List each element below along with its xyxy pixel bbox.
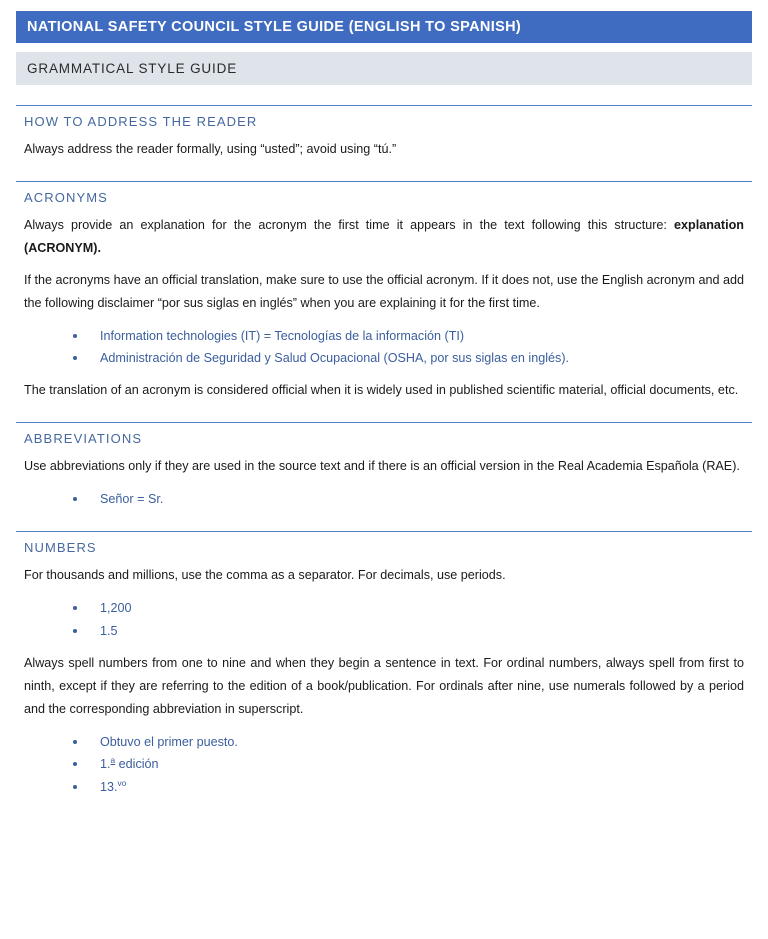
document-subtitle-text: GRAMMATICAL STYLE GUIDE — [27, 61, 238, 76]
bullet-list — [16, 731, 752, 800]
section-heading: HOW TO ADDRESS THE READER — [24, 114, 258, 129]
document-title-banner — [16, 11, 752, 43]
section-numbers — [16, 531, 752, 799]
section-abbreviations — [16, 422, 752, 511]
section-paragraph: Always address the reader formally, using “usted”; avoid using “tú.” — [24, 142, 397, 156]
section-paragraph — [16, 214, 752, 260]
list-item: Information technologies (IT) = Tecnologías de la información (TI) — [16, 325, 752, 348]
section-divider-rule — [16, 422, 752, 423]
list-item: Señor = Sr. — [16, 488, 752, 511]
list-item — [16, 731, 752, 754]
section-paragraph: Always spell numbers from one to nine and when they begin a sentence in text. For ordinal numbers, always spell from first to ninth, except if they are referring to the edition of a book/publication. For ordinals after nine, use numerals followed by a period and the corresponding abbreviation in superscript. — [24, 655, 744, 716]
list-item-tail: edición — [115, 757, 159, 772]
paragraph-bold-text: explanation (ACRONYM). — [24, 217, 744, 255]
document-title-text: NATIONAL SAFETY COUNCIL STYLE GUIDE (ENGLISH TO SPANISH) — [27, 19, 522, 35]
paragraph-lead-text: Always provide an explanation for the acronym the first time it appears in the text following this structure: — [24, 217, 675, 232]
section-divider-rule — [16, 531, 752, 532]
section-heading: ABBREVIATIONS — [24, 431, 143, 447]
section-heading: ACRONYMS — [24, 189, 108, 205]
section-divider-rule — [16, 181, 752, 182]
section-paragraph: Use abbreviations only if they are used in the source text and if there is an official version in the Real Academia Española (RAE). — [24, 459, 740, 474]
list-item — [16, 753, 752, 776]
section-paragraph: The translation of an acronym is considered official when it is widely used in published scientific material, official documents, etc. — [24, 383, 739, 398]
ordinal-superscript: a — [110, 755, 116, 766]
list-item: 1,200 — [16, 597, 752, 620]
section-divider-rule — [16, 105, 752, 106]
bullet-list — [16, 325, 752, 371]
list-item: 1.5 — [16, 620, 752, 643]
list-item — [16, 776, 752, 799]
list-item-text: Obtuvo el primer puesto. — [100, 734, 238, 749]
list-item-text: 13. — [100, 780, 118, 795]
document-page — [0, 11, 768, 939]
section-heading: NUMBERS — [24, 540, 97, 556]
ordinal-superscript: vo — [117, 778, 127, 789]
list-item: Administración de Seguridad y Salud Ocupacional (OSHA, por sus siglas en inglés). — [16, 347, 752, 370]
bullet-list — [16, 597, 752, 643]
section-paragraph: If the acronyms have an official translation, make sure to use the official acronym. If it does not, use the English acronym and add the following disclaimer “por sus siglas en inglés” when you are explaining it for the first time. — [24, 272, 744, 310]
section-acronyms — [16, 181, 752, 402]
section-paragraph: For thousands and millions, use the comma as a separator. For decimals, use periods. — [24, 568, 506, 583]
section-how-to-address-the-reader — [16, 105, 752, 161]
list-item-text: 1. — [100, 757, 111, 772]
document-subtitle-banner — [16, 52, 752, 85]
bullet-list — [16, 488, 752, 511]
